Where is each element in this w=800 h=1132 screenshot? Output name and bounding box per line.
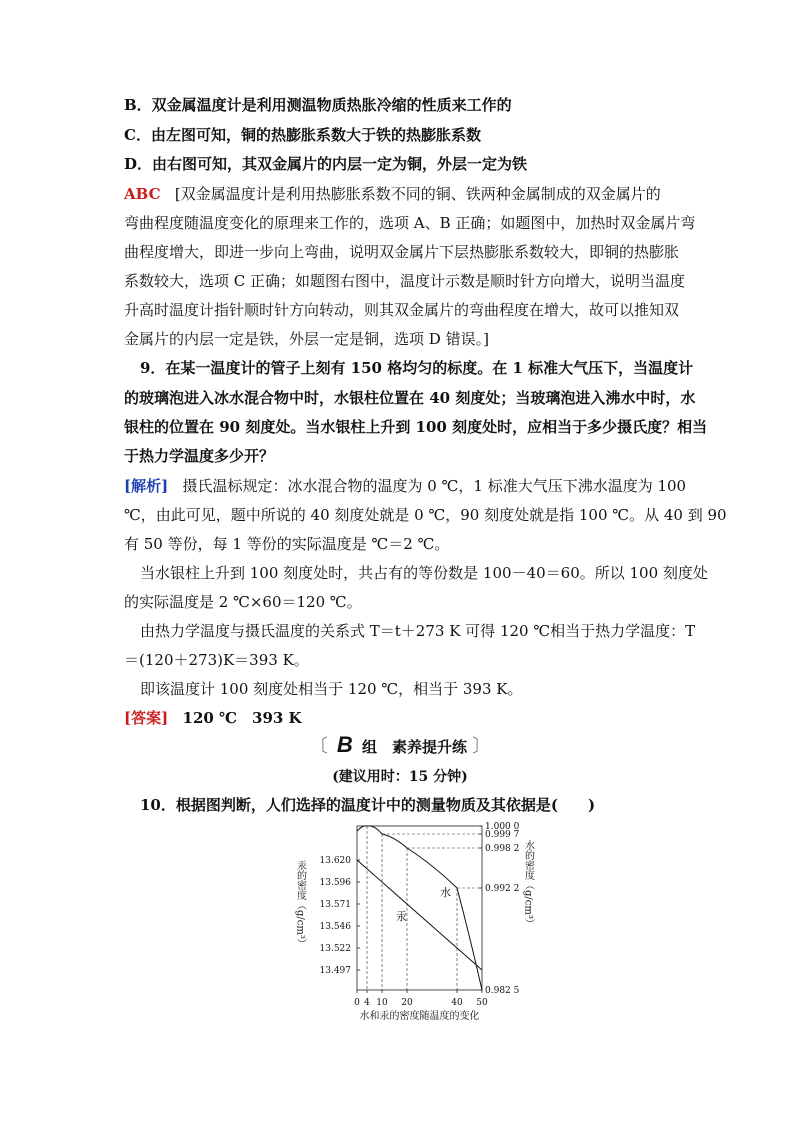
mercury-series-label: 汞 [396,910,407,923]
left-tick-label: 13.497 [319,966,351,976]
answer9-text: 120 ℃ 393 K [182,709,302,727]
q9-line-4: 于热力学温度多少开？ [124,447,275,465]
left-axis-label: 汞的密度（g/cm³） [294,860,306,949]
analysis-line-5: 的实际温度是 2 ℃×60＝120 ℃。 [124,593,362,611]
analysis-line-2: ℃，由此可见，题中所说的 40 刻度处就是 0 ℃，90 刻度处就是指 100 ℃。从 40 到 90 [124,506,727,524]
left-tick-label: 13.522 [319,944,351,954]
q9-line-2: 的玻璃泡进入冰水混合物中时，水银柱位置在 40 刻度处；当玻璃泡进入沸水中时，水 [124,389,696,407]
answer8-line-2: 弯曲程度随温度变化的原理来工作的，选项 A、B 正确；如题图中，加热时双金属片弯 [124,214,696,232]
x-tick-label: 4 [364,998,370,1008]
option-b: B．双金属温度计是利用测温物质热胀冷缩的性质来工作的 [124,96,512,114]
answer8-line-6: 金属片的内层一定是铁，外层一定是铜，选项 D 错误。] [124,330,489,348]
x-tick-label: 10 [376,998,388,1008]
chart-series [357,826,482,990]
x-tick-label: 40 [451,998,463,1008]
analysis-line-1: [解析] 摄氏温标规定：冰水混合物的温度为 0 ℃，1 标准大气压下沸水温度为 100 [124,477,687,495]
q10-stem: 10．根据图判断，人们选择的温度计中的测量物质及其依据是( ) [140,796,596,814]
right-tick-label: 0.998 2 [485,844,520,854]
right-tick-label: 1.000 0 [485,822,520,832]
analysis-label: [解析] [124,477,169,495]
water-curve [357,826,482,990]
q9-line-1: 9．在某一温度计的管子上刻有 150 格均匀的标度。在 1 标准大气压下，当温度计 [140,359,694,377]
right-tick-label: 0.999 7 [485,830,520,840]
left-tick-label: 13.546 [319,922,351,932]
analysis-line-8: 即该温度计 100 刻度处相当于 120 ℃，相当于 393 K。 [140,680,523,698]
x-axis-caption: 水和汞的密度随温度的变化 [359,1011,480,1020]
mercury-line [357,860,482,970]
left-tick-label: 13.620 [319,856,351,866]
q9-line-3: 银柱的位置在 90 刻度处。当水银柱上升到 100 刻度处时，应相当于多少摄氏度？相当 [124,418,708,436]
section-b-letter: B [336,732,353,757]
x-tick-label: 50 [476,998,488,1008]
density-chart [0,820,800,1020]
section-b-heading [0,732,800,758]
analysis-line-6: 由热力学温度与摄氏温度的关系式 T＝t＋273 K 可得 120 ℃相当于热力学温度：T [140,622,696,640]
answer8-line-1: ABC [双金属温度计是利用热膨胀系数不同的铜、铁两种金属制成的双金属片的 [124,185,661,203]
option-d: D．由右图可知，其双金属片的内层一定为铜，外层一定为铁 [124,155,528,173]
answer8-line-4: 系数较大，选项 C 正确；如题图右图中，温度计示数是顺时针方向增大，说明当温度 [124,272,686,290]
chart-frame [357,826,482,993]
analysis-line-3: 有 50 等份，每 1 等份的实际温度是 ℃＝2 ℃。 [124,535,450,553]
water-series-label: 水 [440,886,451,899]
section-b-close: 〕 [472,736,491,757]
right-tick-label: 0.992 2 [485,884,520,894]
answer9-label: [答案] [124,709,169,727]
analysis-line-7: ＝(120＋273)K＝393 K。 [124,651,309,669]
answer8-letters: ABC [124,185,161,203]
answer8-line-5: 升高时温度计指针顺时针方向转动，则其双金属片的弯曲程度在增大，故可以推知双 [124,301,680,319]
left-tick-label: 13.571 [319,900,351,910]
answer9 [124,708,302,728]
plot-frame [357,826,482,990]
right-axis-label: 水的密度（g/cm³） [522,840,534,929]
analysis-line-4: 当水银柱上升到 100 刻度处时，共占有的等份数是 100－40＝60。所以 100 刻度处 [140,564,708,582]
option-c: C．由左图可知，铜的热膨胀系数大于铁的热膨胀系数 [124,126,481,144]
left-tick-label: 13.596 [319,878,351,888]
section-b-title: 组 素养提升练 [362,738,468,756]
section-b-open: 〔 [309,736,328,757]
answer8-line-3: 曲程度增大，即进一步向上弯曲，说明双金属片下层热膨胀系数较大，即铜的热膨胀 [124,243,680,261]
x-tick-label: 0 [354,998,360,1008]
right-tick-label: 0.982 5 [485,986,520,996]
x-tick-label: 20 [401,998,413,1008]
suggested-time: (建议用时：15 分钟) [332,769,468,785]
